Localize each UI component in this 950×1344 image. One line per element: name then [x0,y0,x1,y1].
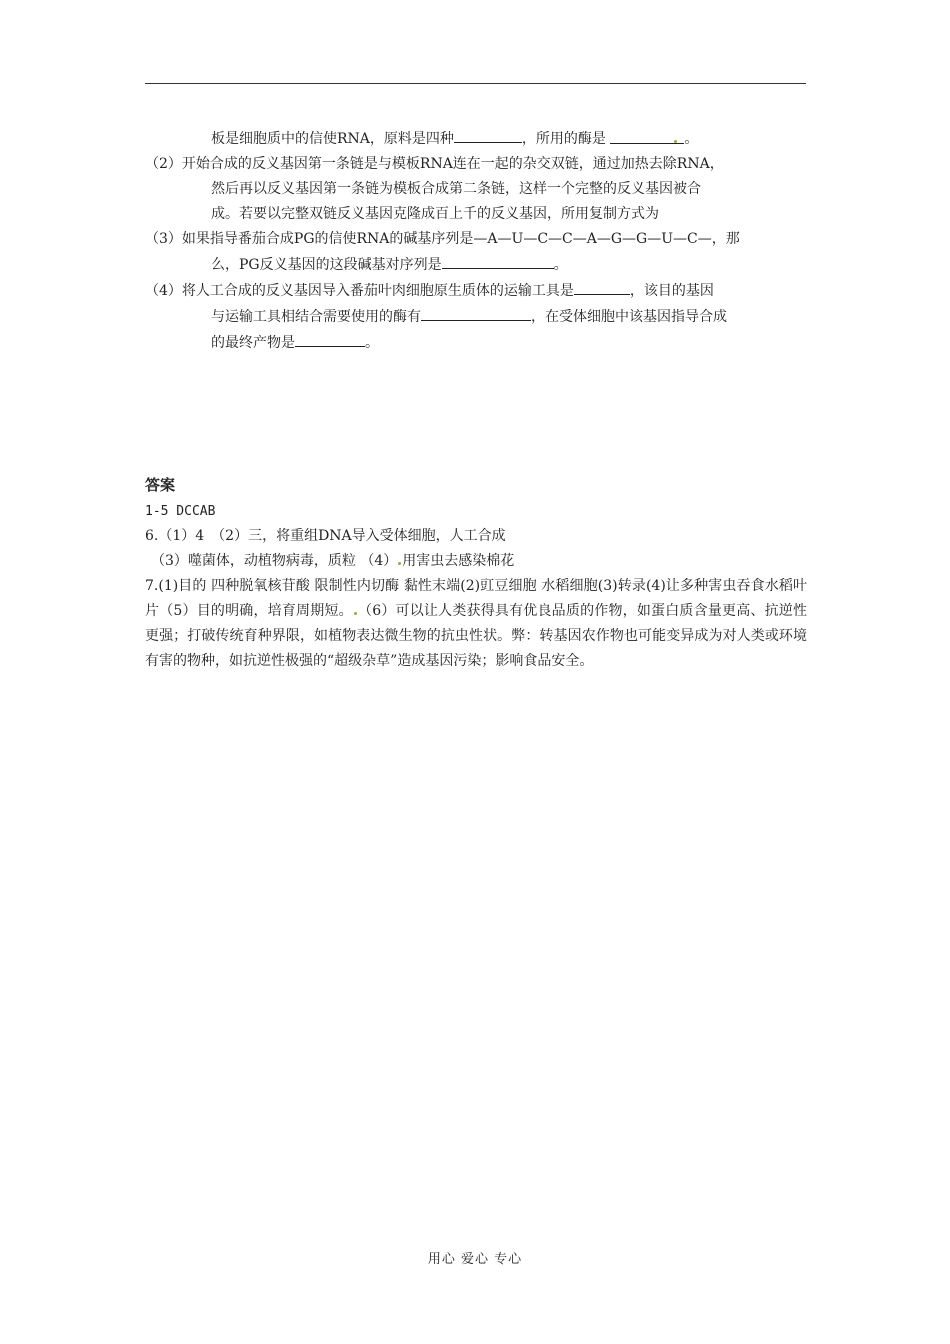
answer-text: 7.(1)目的 四种脱氧核苷酸 限制性内切酶 黏性末端(2)豇豆细胞 水稻细胞(3)转录(4)让多种害虫吞食水稻叶片（5）目的明确，培育周期短。 [145,578,807,619]
answer-line: 1-5 DCCAB [145,504,216,519]
question-text: 。 [553,257,568,273]
answer-line: 6.（1）4 （2）三，将重组DNA导入受体细胞，人工合成 [145,528,506,544]
question-text: 。 [684,131,699,147]
question-text: 的最终产物是 [211,335,295,351]
question-line [145,330,807,356]
question-text: （2）开始合成的反义基因第一条链是与模板RNA连在一起的杂交双链，通过加热去除RNA， [145,156,724,172]
question-line [145,152,807,177]
answer-line [145,549,807,574]
question-line [145,126,807,152]
answer-blank [421,304,531,321]
question-line [145,177,807,202]
question-text: 与运输工具相结合需要使用的酶有 [211,309,421,325]
answer-blank [454,126,522,143]
answer-paragraph [145,574,807,674]
answer-blank [610,127,684,144]
question-line [145,202,807,227]
question-line [145,304,807,330]
answer-blank [295,330,365,347]
page-footer: 用心 爱心 专心 [427,1252,523,1267]
question-text: ，该目的基因 [629,283,714,299]
question-text: 然后再以反义基因第一条链为模板合成第二条链，这样一个完整的反义基因被合 [211,181,701,197]
ink-dot [354,612,357,615]
answer-blank [442,252,554,269]
answers-heading: 答案 [145,476,176,494]
question-text: ，在受体细胞中该基因指导合成 [531,309,727,325]
answer-text: （6）可以让人类获得具有优良品质的作物，如蛋白质含量更高、抗逆性更强；打破传统育种界限，如植物表达微生物的抗虫性状。弊：转基因农作物也可能变异成为对人类或环境有害的物种，如抗逆性极强的“超级杂草”造成基因污染；影响食品安全。 [145,603,807,669]
answers-block [145,499,807,674]
answer-text: 用害虫去感染棉花 [402,553,515,569]
question-text: ，所用的酶是 [521,131,606,147]
question-text: 成。若要以完整双链反义基因克隆成百上千的反义基因，所用复制方式为 [211,206,659,222]
question-line [145,278,807,304]
question-text: 板是细胞质中的信使RNA，原料是四种 [211,131,454,147]
question-text: 么，PG反义基因的这段碱基对序列是 [211,257,442,273]
question-text: （4）将人工合成的反义基因导入番茄叶肉细胞原生质体的运输工具是 [145,283,574,299]
question-block [145,126,807,356]
ink-dot [398,562,401,565]
answer-blank [574,278,630,295]
question-text: 。 [365,335,379,351]
header-rule [145,83,806,84]
question-line [145,252,807,278]
question-text: （3）如果指导番茄合成PG的信使RNA的碱基序列是—A—U—C—C—A—G—G—U—C—，那 [145,231,740,247]
question-line [145,227,807,252]
answer-text: （3）噬菌体，动植物病毒，质粒 （4） [151,553,398,569]
